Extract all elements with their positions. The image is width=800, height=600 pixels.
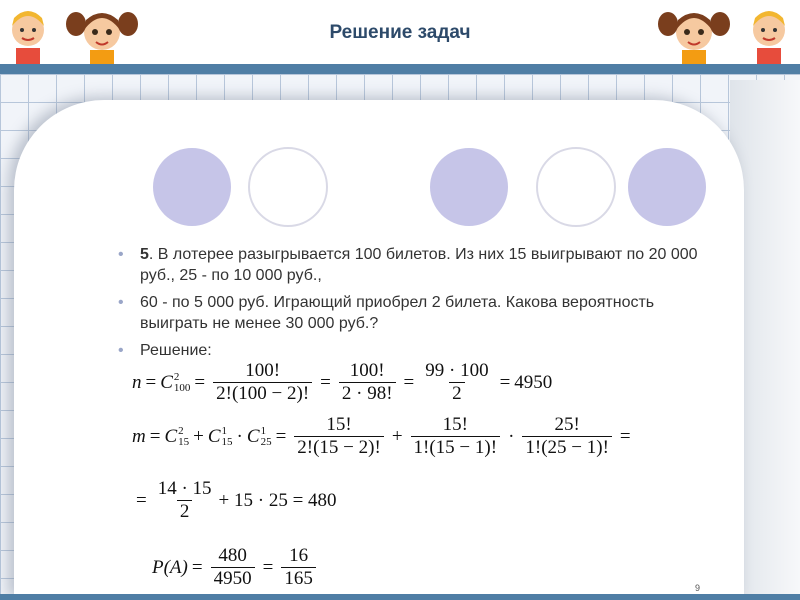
denominator: 4950 — [211, 567, 255, 590]
result: 4950 — [514, 371, 553, 393]
boy-illustration-right — [744, 2, 794, 64]
combination: C 1 15 — [207, 424, 233, 448]
numerator: 480 — [218, 545, 247, 566]
numerator: 100! — [245, 360, 281, 381]
numerator: 15! — [326, 414, 352, 435]
formula-m: m = C 2 15 + C 1 15 · C 1 25 = $\frac{15!}{2!(15 - 2)!}$ + $\frac{15!}{1!(15 - 1)!}$ · $\frac{25!}{1!(25 - 1)!}$ = — [132, 414, 631, 458]
footer-bar — [0, 594, 800, 600]
denominator: 2!(100 − 2)! — [213, 382, 312, 405]
formula-n: n = C 2 100 = $\frac{100!}{2!(100 - 2)!}$ = $\frac{100!}{2 \cdot 98!}$ = $\frac{99 \cdot 100}{2}$ = 4950 — [132, 360, 553, 404]
page-title: Решение задач — [329, 22, 471, 43]
combination: C 2 100 — [160, 370, 191, 394]
denominator: 2 · 98! — [339, 382, 396, 405]
denominator: 2 — [177, 500, 193, 523]
fraction — [213, 360, 312, 405]
comb-top: 2 — [178, 424, 184, 437]
bullet-text: 60 - по 5 000 руб. Играющий приобрел 2 билета. Какова вероятность выиграть не менее 30 000 руб.? — [140, 294, 655, 332]
fraction — [339, 360, 396, 405]
formula-probability: P(A) = $\frac{480}{4950}$ = $\frac{16}{165}$ — [152, 545, 320, 590]
bullet-item — [118, 244, 708, 286]
decor-circle-outline — [248, 147, 328, 227]
formula-m-continued: = $\frac{14 \cdot 15}{2}$ + 15 · 25 = 480 — [136, 478, 337, 522]
header — [0, 0, 800, 66]
bullet-text: . В лотерее разыгрывается 100 билетов. Из них 15 выигрывают по 20 000 руб., 25 - по 10 000 руб., — [140, 246, 698, 284]
combination: C 2 15 — [164, 424, 190, 448]
numerator: 100! — [349, 360, 385, 381]
comb-bottom: 25 — [260, 435, 272, 448]
numerator: 16 — [289, 545, 309, 566]
formula-tail: + 15 · 25 = 480 — [218, 489, 337, 511]
bullet-item — [118, 292, 708, 334]
comb-bottom: 15 — [178, 435, 190, 448]
denominator: 2!(15 − 2)! — [294, 436, 384, 459]
denominator: 1!(15 − 1)! — [411, 436, 501, 459]
denominator: 2 — [449, 382, 465, 405]
bullet-text: Решение: — [140, 342, 212, 359]
comb-bottom: 15 — [221, 435, 233, 448]
page-number: 9 — [695, 583, 701, 593]
fraction — [155, 478, 215, 523]
formula-symbol: P(A) — [152, 556, 188, 578]
decor-circle-filled — [628, 148, 706, 226]
denominator: 1!(25 − 1)! — [522, 436, 612, 459]
comb-top: 1 — [221, 424, 228, 437]
comb-bottom: 100 — [173, 381, 191, 394]
fraction — [522, 414, 612, 459]
girl-illustration-right — [654, 2, 734, 64]
comb-top: 2 — [173, 370, 180, 383]
numerator: 14 · 15 — [157, 478, 212, 499]
decor-circle-outline — [536, 147, 616, 227]
combination: C 1 25 — [246, 424, 272, 448]
fraction — [211, 545, 255, 590]
bullet-item — [118, 340, 708, 361]
numerator: 25! — [554, 414, 580, 435]
fraction — [422, 360, 491, 405]
fraction — [411, 414, 501, 459]
formula-symbol: m — [132, 425, 146, 447]
formula-symbol: n — [132, 371, 142, 393]
decor-circle-filled — [153, 148, 231, 226]
numerator: 99 · 100 — [425, 360, 489, 381]
problem-number: 5 — [140, 246, 149, 263]
header-bar — [0, 64, 800, 74]
problem-text — [118, 244, 708, 367]
fraction — [294, 414, 384, 459]
fraction — [281, 545, 316, 590]
numerator: 15! — [442, 414, 468, 435]
comb-top: 1 — [260, 424, 267, 437]
denominator: 165 — [281, 567, 316, 590]
decor-circle-filled — [430, 148, 508, 226]
